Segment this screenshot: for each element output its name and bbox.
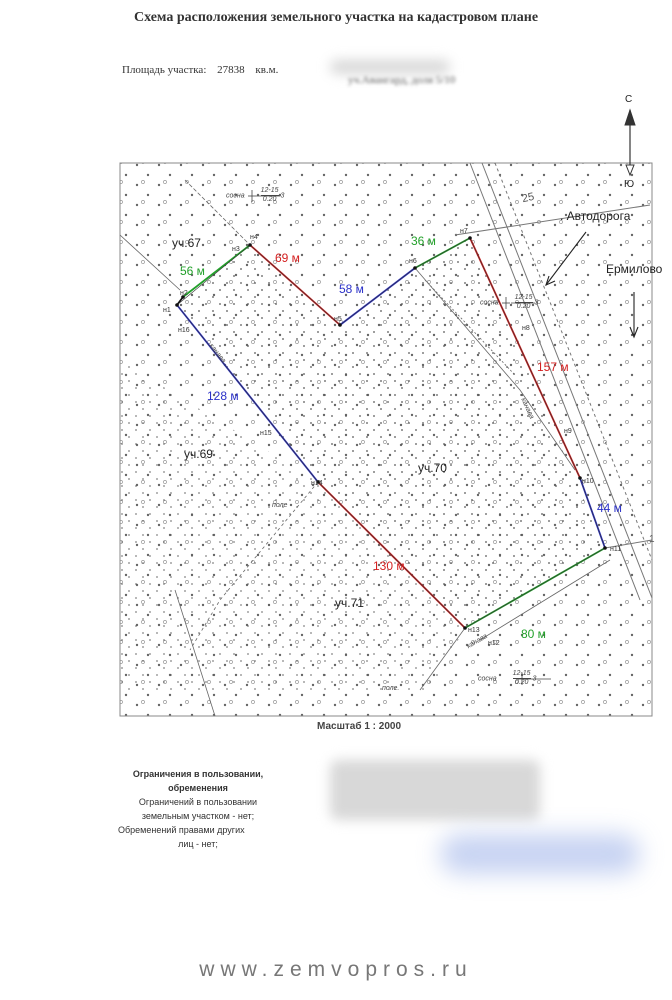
- plot-label: уч.70: [418, 461, 447, 475]
- node-label: н6: [409, 258, 417, 265]
- redacted-address: уч.Авангард, доля 5/10: [348, 74, 456, 86]
- segment-length: 130 м: [373, 559, 405, 573]
- node-label: н5: [334, 316, 342, 323]
- node-label: н7: [460, 228, 468, 235]
- compass-south: Ю: [624, 179, 635, 190]
- restrictions-heading-1: Ограничения в пользовании,: [132, 769, 264, 779]
- website-watermark: www.zemvopros.ru: [199, 958, 473, 981]
- area-value: 27838: [217, 64, 245, 76]
- segment-length: 56 м: [180, 264, 205, 278]
- tree-label: сосна $\frac{12-15}{0.20}$ 3: [480, 294, 539, 310]
- segment-length: 58 м: [339, 282, 364, 296]
- node-label: н16: [178, 327, 190, 334]
- node-label: н2: [180, 290, 188, 297]
- node-label: н10: [582, 478, 594, 485]
- compass-north: С: [625, 94, 633, 105]
- plot-label: уч.71: [335, 596, 364, 610]
- restrictions-block: [118, 767, 278, 851]
- road-number: 25: [520, 190, 536, 206]
- segment-length: 36 м: [411, 234, 436, 248]
- area-unit: кв.м.: [255, 64, 279, 76]
- node-label: н4: [250, 234, 258, 241]
- restrictions-line-1: Ограничений в пользовании: [138, 797, 258, 807]
- field-label: поле: [272, 502, 288, 509]
- restrictions-line-4: лиц - нет;: [178, 839, 218, 849]
- village-label: Ермилово: [606, 262, 663, 276]
- node-label: н8: [522, 325, 530, 332]
- page-title: Схема расположения земельного участка на кадастровом плане: [133, 10, 539, 25]
- segment-length: 69 м: [275, 251, 300, 265]
- restrictions-line-3: Обременений правами других: [118, 825, 245, 835]
- ditch-label: канава: [519, 396, 536, 421]
- node-label: н9: [564, 428, 572, 435]
- node-label: н14: [311, 480, 323, 487]
- field-label: поле.: [382, 685, 400, 692]
- segment-length: 44 м: [597, 501, 622, 515]
- plot-label: уч.67: [172, 236, 201, 250]
- segment-length: 80 м: [521, 627, 546, 641]
- node-label: н13: [468, 627, 480, 634]
- restrictions-heading-2: обременения: [168, 783, 228, 793]
- area-label: Площадь участка:: [122, 64, 207, 76]
- node-label: н3: [232, 246, 240, 253]
- segment-length: 157 м: [537, 360, 569, 374]
- node-label: н1: [163, 307, 171, 314]
- ditch-label: канава: [465, 632, 489, 651]
- node-label: н15: [260, 430, 272, 437]
- road-label: . Автодорога: [560, 209, 631, 223]
- tree-label: сосна $\frac{12-15}{0.20}$ 3: [226, 187, 285, 203]
- plot-label: уч.69: [184, 447, 213, 461]
- segment-length: 128 м: [207, 389, 239, 403]
- edge-number: 1: [649, 534, 655, 545]
- scale-label: Масштаб 1 : 2000: [317, 721, 402, 732]
- restrictions-line-2: земельным участком - нет;: [141, 811, 255, 821]
- node-label: н12: [488, 640, 500, 647]
- tree-label: сосна $\frac{12-15}{0.20}$ 3: [478, 670, 537, 686]
- ditch-label: канава: [207, 342, 227, 365]
- node-label: н11: [610, 546, 622, 553]
